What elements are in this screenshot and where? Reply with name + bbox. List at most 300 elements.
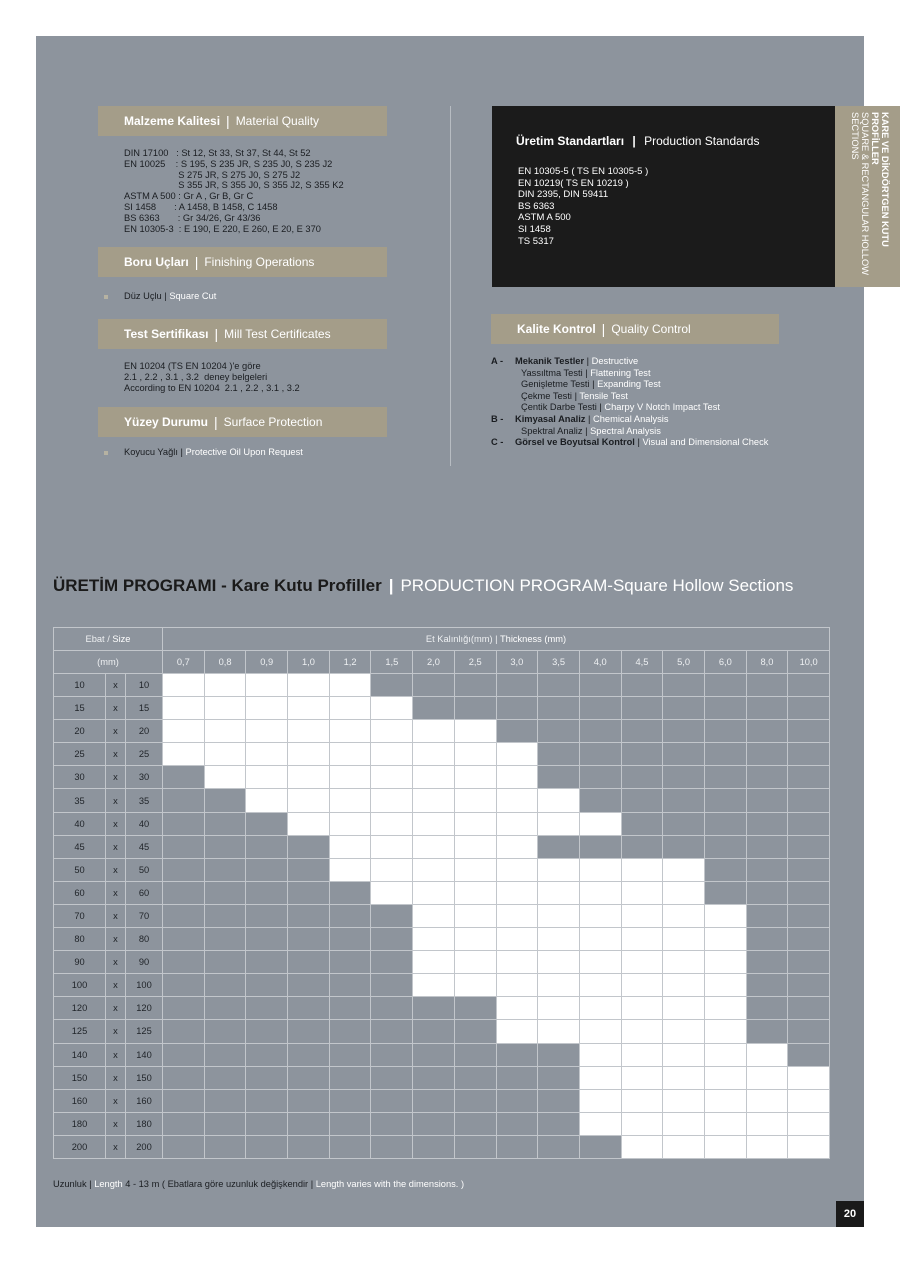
available-cell: [704, 1112, 746, 1135]
unavailable-cell: [746, 674, 788, 697]
table-row: [54, 928, 830, 951]
available-cell: [663, 1089, 705, 1112]
size-b: 125: [126, 1020, 163, 1043]
unavailable-cell: [246, 928, 288, 951]
quality-c-key: C -: [491, 437, 504, 448]
available-cell: [413, 951, 455, 974]
unavailable-cell: [621, 789, 663, 812]
unavailable-cell: [288, 835, 330, 858]
size-b: 10: [126, 674, 163, 697]
unavailable-cell: [746, 789, 788, 812]
table-row: [54, 789, 830, 812]
unavailable-cell: [163, 858, 205, 881]
available-cell: [663, 997, 705, 1020]
unavailable-cell: [246, 1135, 288, 1158]
unavailable-cell: [288, 1020, 330, 1043]
unavailable-cell: [246, 1112, 288, 1135]
size-a: 10: [54, 674, 106, 697]
unavailable-cell: [413, 1135, 455, 1158]
standards-line: DIN 2395, DIN 59411: [518, 189, 609, 201]
material-quality-list: [124, 148, 344, 234]
quality-c-en: Visual and Dimensional Check: [642, 437, 769, 448]
size-a: 160: [54, 1089, 106, 1112]
table-row: [54, 951, 830, 974]
available-cell: [204, 674, 246, 697]
unavailable-cell: [371, 974, 413, 997]
size-b: 45: [126, 835, 163, 858]
available-cell: [663, 904, 705, 927]
side-tab: [835, 106, 900, 287]
available-cell: [496, 858, 538, 881]
available-cell: [329, 789, 371, 812]
side-tab-line-tr: KARE VE DİKDÖRTGEN KUTU PROFİLLER: [870, 112, 890, 247]
material-quality-title-tr: Malzeme Kalitesi: [124, 114, 221, 128]
thickness-value: 5,0: [663, 651, 705, 674]
available-cell: [538, 904, 580, 927]
available-cell: [663, 1020, 705, 1043]
unavailable-cell: [371, 928, 413, 951]
unavailable-cell: [746, 951, 788, 974]
available-cell: [496, 766, 538, 789]
unavailable-cell: [496, 1066, 538, 1089]
size-x: x: [106, 1043, 126, 1066]
unavailable-cell: [204, 1112, 246, 1135]
program-title-tr: ÜRETİM PROGRAMI - Kare Kutu Profiller: [53, 576, 382, 595]
unavailable-cell: [496, 1135, 538, 1158]
unavailable-cell: [746, 766, 788, 789]
column-divider: [450, 106, 451, 466]
available-cell: [621, 1020, 663, 1043]
available-cell: [496, 743, 538, 766]
available-cell: [163, 697, 205, 720]
unavailable-cell: [704, 835, 746, 858]
table-row: [54, 997, 830, 1020]
unavailable-cell: [746, 997, 788, 1020]
size-header: Ebat / Size: [54, 628, 163, 651]
unavailable-cell: [204, 997, 246, 1020]
available-cell: [704, 904, 746, 927]
unavailable-cell: [413, 674, 455, 697]
side-tab-text: [836, 106, 898, 287]
table-row: [54, 835, 830, 858]
unavailable-cell: [329, 928, 371, 951]
unavailable-cell: [663, 674, 705, 697]
unavailable-cell: [413, 997, 455, 1020]
size-a: 70: [54, 904, 106, 927]
table-row: [54, 904, 830, 927]
table-header-row: [54, 628, 830, 651]
unavailable-cell: [204, 881, 246, 904]
unavailable-cell: [371, 1112, 413, 1135]
footnote-text: 4 - 13 m ( Ebatlara göre uzunluk değişkendir: [122, 1179, 309, 1189]
page-panel: [36, 36, 890, 1227]
available-cell: [454, 766, 496, 789]
unavailable-cell: [704, 697, 746, 720]
available-cell: [704, 1089, 746, 1112]
available-cell: [788, 1112, 830, 1135]
available-cell: [454, 951, 496, 974]
unavailable-cell: [329, 997, 371, 1020]
available-cell: [204, 743, 246, 766]
thickness-value: 1,0: [288, 651, 330, 674]
unavailable-cell: [454, 674, 496, 697]
unavailable-cell: [371, 904, 413, 927]
unavailable-cell: [454, 997, 496, 1020]
size-b: 160: [126, 1089, 163, 1112]
unavailable-cell: [454, 1066, 496, 1089]
size-b: 100: [126, 974, 163, 997]
available-cell: [454, 789, 496, 812]
unavailable-cell: [704, 743, 746, 766]
unavailable-cell: [454, 1112, 496, 1135]
unavailable-cell: [579, 743, 621, 766]
table-row: [54, 881, 830, 904]
available-cell: [371, 835, 413, 858]
unavailable-cell: [621, 766, 663, 789]
standards-title-en: Production Standards: [644, 134, 760, 148]
material-quality-line: S 355 JR, S 355 J0, S 355 J2, S 355 K2: [124, 180, 344, 191]
standards-list: [518, 166, 648, 247]
unavailable-cell: [163, 789, 205, 812]
available-cell: [329, 858, 371, 881]
standards-line: EN 10219( TS EN 10219 ): [518, 177, 629, 189]
unavailable-cell: [163, 1066, 205, 1089]
unavailable-cell: [538, 697, 580, 720]
unavailable-cell: [288, 951, 330, 974]
unavailable-cell: [246, 1043, 288, 1066]
available-cell: [496, 881, 538, 904]
available-cell: [579, 1112, 621, 1135]
size-a: 90: [54, 951, 106, 974]
available-cell: [413, 858, 455, 881]
available-cell: [663, 881, 705, 904]
unavailable-cell: [163, 997, 205, 1020]
unavailable-cell: [788, 789, 830, 812]
material-quality-header: Malzeme Kalitesi | Material Quality: [98, 106, 387, 136]
unavailable-cell: [496, 1043, 538, 1066]
program-title: ÜRETİM PROGRAMI - Kare Kutu Profiller | PRODUCTION PROGRAM-Square Hollow Sections: [53, 576, 794, 595]
unavailable-cell: [288, 1112, 330, 1135]
unavailable-cell: [288, 1043, 330, 1066]
available-cell: [746, 1135, 788, 1158]
size-x: x: [106, 974, 126, 997]
available-cell: [538, 997, 580, 1020]
unavailable-cell: [288, 881, 330, 904]
quality-item-c: C - Görsel ve Boyutsal Kontrol | Visual and Dimensional Check: [491, 437, 769, 448]
unavailable-cell: [163, 928, 205, 951]
available-cell: [621, 928, 663, 951]
size-b: 140: [126, 1043, 163, 1066]
material-quality-line: SI 1458 : A 1458, B 1458, C 1458: [124, 201, 278, 212]
size-a: 20: [54, 720, 106, 743]
thickness-value: 0,9: [246, 651, 288, 674]
available-cell: [413, 974, 455, 997]
available-cell: [329, 674, 371, 697]
unavailable-cell: [413, 1066, 455, 1089]
unavailable-cell: [413, 697, 455, 720]
quality-title-en: Quality Control: [611, 322, 691, 336]
standards-line: EN 10305-5 ( TS EN 10305-5 ): [518, 166, 649, 177]
unavailable-cell: [288, 974, 330, 997]
unavailable-cell: [663, 835, 705, 858]
thickness-value: 0,8: [204, 651, 246, 674]
unavailable-cell: [454, 1135, 496, 1158]
unavailable-cell: [454, 1043, 496, 1066]
available-cell: [621, 974, 663, 997]
unavailable-cell: [788, 720, 830, 743]
available-cell: [204, 697, 246, 720]
available-cell: [579, 881, 621, 904]
quality-sub-en: Spectral Analysis: [590, 425, 661, 436]
unavailable-cell: [288, 928, 330, 951]
available-cell: [371, 766, 413, 789]
unavailable-cell: [746, 812, 788, 835]
finishing-header: Boru Uçları | Finishing Operations: [98, 247, 387, 277]
unavailable-cell: [704, 812, 746, 835]
thickness-value: 0,7: [163, 651, 205, 674]
certificates-title-tr: Test Sertifikası: [124, 327, 209, 341]
unavailable-cell: [163, 904, 205, 927]
unavailable-cell: [538, 1112, 580, 1135]
unavailable-cell: [579, 1135, 621, 1158]
available-cell: [663, 1043, 705, 1066]
available-cell: [288, 697, 330, 720]
unavailable-cell: [371, 1043, 413, 1066]
standards-line: SI 1458: [518, 223, 551, 235]
unavailable-cell: [246, 904, 288, 927]
available-cell: [579, 1066, 621, 1089]
standards-box: [492, 106, 835, 287]
quality-item-b: B - Kimyasal Analiz | Chemical Analysis: [491, 414, 669, 424]
unavailable-cell: [746, 720, 788, 743]
size-x: x: [106, 1066, 126, 1089]
unavailable-cell: [788, 743, 830, 766]
available-cell: [288, 812, 330, 835]
thickness-value: 10,0: [788, 651, 830, 674]
unavailable-cell: [371, 1135, 413, 1158]
unavailable-cell: [246, 997, 288, 1020]
size-b: 15: [126, 697, 163, 720]
available-cell: [579, 1043, 621, 1066]
quality-title-tr: Kalite Kontrol: [517, 322, 596, 336]
thickness-value: 6,0: [704, 651, 746, 674]
available-cell: [371, 720, 413, 743]
quality-sub-tr: Çentik Darbe Testi: [521, 402, 597, 413]
bullet-icon: [104, 451, 108, 455]
available-cell: [579, 997, 621, 1020]
size-a: 120: [54, 997, 106, 1020]
unavailable-cell: [288, 904, 330, 927]
available-cell: [371, 812, 413, 835]
thickness-value: 4,5: [621, 651, 663, 674]
size-x: x: [106, 997, 126, 1020]
size-x: x: [106, 1112, 126, 1135]
size-header-en: Size: [112, 634, 131, 644]
unavailable-cell: [163, 766, 205, 789]
unavailable-cell: [746, 697, 788, 720]
unavailable-cell: [413, 1089, 455, 1112]
size-a: 60: [54, 881, 106, 904]
unavailable-cell: [788, 881, 830, 904]
certificates-list: [124, 361, 300, 393]
unavailable-cell: [538, 1089, 580, 1112]
size-b: 60: [126, 881, 163, 904]
available-cell: [329, 743, 371, 766]
size-x: x: [106, 743, 126, 766]
finishing-item-en: Square Cut: [169, 291, 217, 301]
unavailable-cell: [246, 1020, 288, 1043]
available-cell: [663, 858, 705, 881]
available-cell: [704, 974, 746, 997]
available-cell: [454, 881, 496, 904]
available-cell: [621, 881, 663, 904]
unavailable-cell: [746, 974, 788, 997]
available-cell: [329, 766, 371, 789]
unavailable-cell: [246, 1089, 288, 1112]
size-x: x: [106, 835, 126, 858]
available-cell: [246, 674, 288, 697]
unavailable-cell: [538, 1066, 580, 1089]
size-a: 40: [54, 812, 106, 835]
available-cell: [788, 1135, 830, 1158]
size-b: 25: [126, 743, 163, 766]
size-a: 140: [54, 1043, 106, 1066]
unavailable-cell: [329, 1089, 371, 1112]
available-cell: [579, 1089, 621, 1112]
available-cell: [246, 720, 288, 743]
available-cell: [288, 789, 330, 812]
quality-subitem: Çekme Testi | Tensile Test: [521, 390, 628, 401]
size-x: x: [106, 928, 126, 951]
unavailable-cell: [746, 858, 788, 881]
size-x: x: [106, 951, 126, 974]
size-x: x: [106, 1089, 126, 1112]
available-cell: [621, 1043, 663, 1066]
available-cell: [538, 974, 580, 997]
unavailable-cell: [621, 720, 663, 743]
finishing-title-tr: Boru Uçları: [124, 255, 189, 269]
available-cell: [496, 1020, 538, 1043]
available-cell: [538, 881, 580, 904]
size-x: x: [106, 904, 126, 927]
size-x: x: [106, 881, 126, 904]
available-cell: [538, 1020, 580, 1043]
available-cell: [288, 674, 330, 697]
program-title-en: PRODUCTION PROGRAM-Square Hollow Sections: [400, 576, 794, 595]
bullet-icon: [104, 295, 108, 299]
table-row: [54, 1135, 830, 1158]
unavailable-cell: [704, 674, 746, 697]
available-cell: [329, 812, 371, 835]
unavailable-cell: [329, 1066, 371, 1089]
thickness-value: 8,0: [746, 651, 788, 674]
unavailable-cell: [788, 697, 830, 720]
quality-sub-tr: Yassıltma Testi: [521, 367, 583, 378]
size-a: 150: [54, 1066, 106, 1089]
unavailable-cell: [413, 1043, 455, 1066]
unavailable-cell: [163, 812, 205, 835]
available-cell: [704, 1135, 746, 1158]
thickness-value: 2,5: [454, 651, 496, 674]
unavailable-cell: [788, 858, 830, 881]
unavailable-cell: [704, 720, 746, 743]
quality-subitem: Genişletme Testi | Expanding Test: [521, 379, 661, 390]
surface-item-tr: Koyucu Yağlı: [124, 447, 178, 457]
unavailable-cell: [788, 812, 830, 835]
thickness-header: Et Kalınlığı(mm) | Thickness (mm): [163, 628, 830, 651]
available-cell: [704, 928, 746, 951]
unavailable-cell: [538, 743, 580, 766]
available-cell: [496, 835, 538, 858]
quality-b-en: Chemical Analysis: [593, 414, 669, 424]
unavailable-cell: [204, 1020, 246, 1043]
available-cell: [246, 766, 288, 789]
certificates-line: 2.1 , 2.2 , 3.1 , 3.2 deney belgeleri: [124, 371, 268, 382]
available-cell: [704, 1066, 746, 1089]
certificates-line: EN 10204 (TS EN 10204 )'e göre: [124, 361, 261, 371]
quality-sub-en: Flattening Test: [590, 367, 651, 378]
unavailable-cell: [246, 1066, 288, 1089]
available-cell: [621, 1135, 663, 1158]
available-cell: [413, 904, 455, 927]
available-cell: [788, 1089, 830, 1112]
available-cell: [579, 812, 621, 835]
thickness-value: 2,0: [413, 651, 455, 674]
unavailable-cell: [288, 858, 330, 881]
table-row: [54, 1066, 830, 1089]
table-row: [54, 812, 830, 835]
unavailable-cell: [621, 812, 663, 835]
quality-c-tr: Görsel ve Boyutsal Kontrol: [515, 437, 635, 448]
available-cell: [496, 997, 538, 1020]
size-unit: (mm): [54, 651, 163, 674]
unavailable-cell: [246, 858, 288, 881]
available-cell: [413, 812, 455, 835]
thickness-value: 3,5: [538, 651, 580, 674]
size-a: 45: [54, 835, 106, 858]
unavailable-cell: [621, 743, 663, 766]
table-row: [54, 720, 830, 743]
table-row: [54, 974, 830, 997]
unavailable-cell: [413, 1020, 455, 1043]
unavailable-cell: [788, 1020, 830, 1043]
quality-subitem: Spektral Analiz | Spectral Analysis: [521, 425, 661, 436]
unavailable-cell: [704, 881, 746, 904]
unavailable-cell: [538, 674, 580, 697]
unavailable-cell: [288, 997, 330, 1020]
material-quality-line: EN 10305-3 : E 190, E 220, E 260, E 20, E 370: [124, 223, 321, 234]
available-cell: [246, 697, 288, 720]
unavailable-cell: [621, 697, 663, 720]
available-cell: [538, 789, 580, 812]
available-cell: [413, 835, 455, 858]
unavailable-cell: [204, 928, 246, 951]
available-cell: [288, 743, 330, 766]
quality-item-a: A - Mekanik Testler | Destructive: [491, 356, 639, 366]
available-cell: [246, 743, 288, 766]
unavailable-cell: [579, 674, 621, 697]
finishing-item-tr: Düz Uçlu: [124, 291, 162, 301]
quality-a-key: A -: [491, 356, 504, 366]
quality-b-tr: Kimyasal Analiz: [515, 414, 586, 424]
certificates-title-en: Mill Test Certificates: [224, 327, 331, 341]
material-quality-title-en: Material Quality: [235, 114, 320, 128]
available-cell: [413, 881, 455, 904]
available-cell: [329, 720, 371, 743]
unavailable-cell: [204, 1066, 246, 1089]
size-x: x: [106, 858, 126, 881]
unavailable-cell: [496, 1089, 538, 1112]
